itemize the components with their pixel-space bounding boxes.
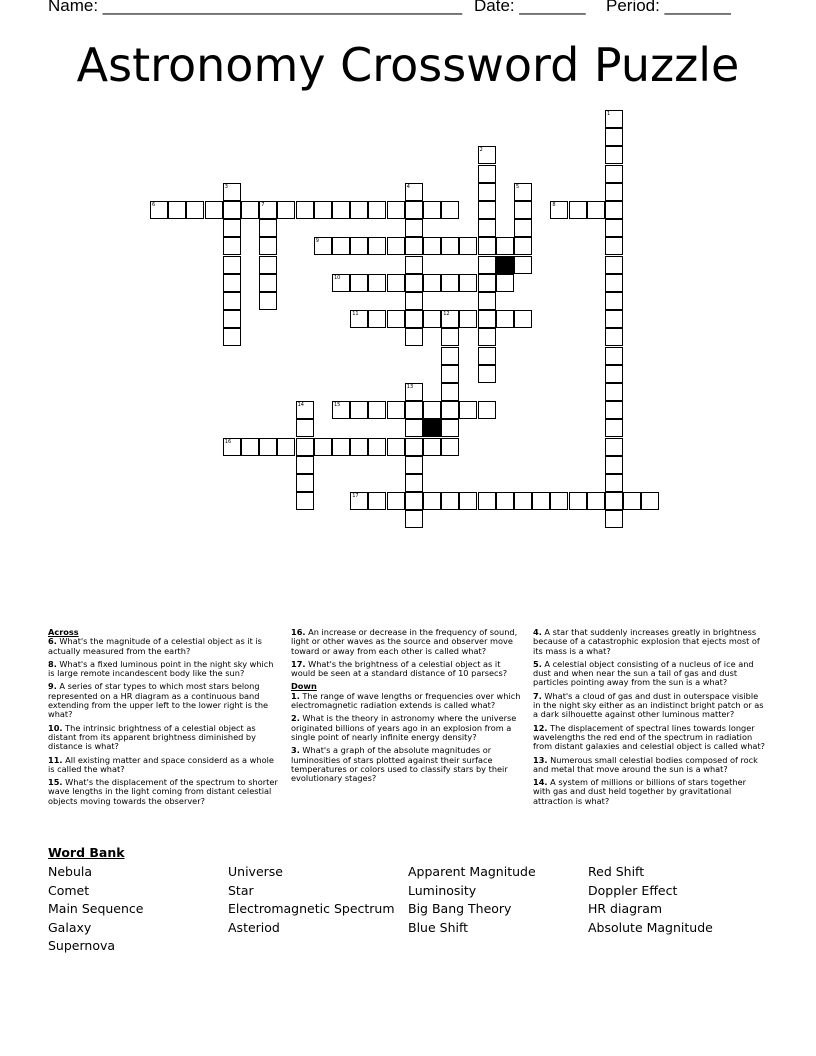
crossword-cell[interactable] xyxy=(441,383,459,401)
down-heading: Down xyxy=(291,681,317,692)
crossword-cell[interactable] xyxy=(514,219,532,237)
crossword-cell[interactable] xyxy=(296,401,314,419)
crossword-cell[interactable] xyxy=(223,183,241,201)
word-bank-item: Main Sequence xyxy=(48,901,144,917)
crossword-cell[interactable] xyxy=(478,201,496,219)
crossword-cell[interactable] xyxy=(605,128,623,146)
word-bank-item: Star xyxy=(228,882,254,898)
crossword-cell[interactable] xyxy=(241,201,259,219)
clue-number: 15 xyxy=(334,402,341,409)
crossword-cell[interactable] xyxy=(241,438,259,456)
clue-down-13: 13. Numerous small celestial bodies composed of rock and metal that move around the sun is a what? xyxy=(533,754,758,774)
word-bank-item: Supernova xyxy=(48,938,116,954)
crossword-cell[interactable] xyxy=(368,274,386,292)
crossword-cell[interactable] xyxy=(314,201,332,219)
crossword-cell[interactable] xyxy=(605,510,623,528)
crossword-cell[interactable] xyxy=(441,492,459,510)
crossword-cell[interactable] xyxy=(168,201,186,219)
crossword-cell[interactable] xyxy=(368,492,386,510)
crossword-cell[interactable] xyxy=(259,201,277,219)
word-bank-item: Absolute Magnitude xyxy=(588,919,713,935)
crossword-cell[interactable] xyxy=(296,419,314,437)
crossword-cell[interactable] xyxy=(223,256,241,274)
word-bank-item: Electromagnetic Spectrum xyxy=(228,901,395,917)
crossword-cell[interactable] xyxy=(350,438,368,456)
crossword-cell[interactable] xyxy=(459,401,477,419)
crossword-cell[interactable] xyxy=(387,201,405,219)
crossword-cell[interactable] xyxy=(423,438,441,456)
crossword-cell[interactable] xyxy=(223,219,241,237)
page-title: Astronomy Crossword Puzzle xyxy=(76,38,740,92)
clue-number: 2 xyxy=(479,147,483,154)
crossword-cell[interactable] xyxy=(405,310,423,328)
crossword-cell[interactable] xyxy=(459,237,477,255)
crossword-cell[interactable] xyxy=(350,310,368,328)
crossword-cell[interactable] xyxy=(405,256,423,274)
crossword-cell[interactable] xyxy=(405,201,423,219)
crossword-cell[interactable] xyxy=(405,292,423,310)
clue-down-2: 2. What is the theory in astronomy where the universe originated billions of years ago in an explosion from a single point of nearly infinite energy density? xyxy=(291,713,517,742)
crossword-cell[interactable] xyxy=(514,256,532,274)
crossword-cell[interactable] xyxy=(205,201,223,219)
crossword-cell[interactable] xyxy=(605,347,623,365)
word-bank-item: Universe xyxy=(228,864,283,879)
clue-across-11: 11. All existing matter and space considerd as a whole is called the what? xyxy=(48,754,274,774)
crossword-cell[interactable] xyxy=(387,274,405,292)
crossword-cell[interactable] xyxy=(332,237,350,255)
crossword-cell[interactable] xyxy=(605,438,623,456)
crossword-cell[interactable] xyxy=(296,201,314,219)
clue-down-5: 5. A celestial object consisting of a nucleus of ice and dust and when near the sun a tail of gas and dust particles pointing away from the sun is a what? xyxy=(533,658,754,688)
clue-across-8: 8. What's a fixed luminous point in the night sky which is large remote incandescent body like the sun? xyxy=(48,658,274,679)
clue-number: 7 xyxy=(261,202,265,208)
crossword-cell[interactable] xyxy=(405,219,423,237)
crossword-cell[interactable] xyxy=(405,383,423,401)
crossword-cell[interactable] xyxy=(459,492,477,510)
clue-across-9: 9. A series of star types to which most stars belong represented on a HR diagram as a continuous band extending from the upper left to the lower right is the what? xyxy=(48,681,269,720)
clue-number: 10 xyxy=(334,274,341,281)
crossword-cell[interactable] xyxy=(605,419,623,437)
crossword-cell[interactable] xyxy=(550,492,568,510)
crossword-cell[interactable] xyxy=(478,292,496,310)
clue-number: 12 xyxy=(443,311,450,318)
crossword-cell[interactable] xyxy=(605,492,623,510)
crossword-cell[interactable] xyxy=(368,310,386,328)
crossword-cell[interactable] xyxy=(587,492,605,510)
crossword-cell[interactable] xyxy=(405,274,423,292)
crossword-cell[interactable] xyxy=(441,201,459,219)
crossword-cell[interactable] xyxy=(387,401,405,419)
clue-number: 1 xyxy=(607,111,611,117)
crossword-cell[interactable] xyxy=(405,183,423,201)
crossword-cell[interactable] xyxy=(550,201,568,219)
crossword-cell[interactable] xyxy=(223,438,241,456)
crossword-cell[interactable] xyxy=(459,274,477,292)
word-bank-item: Galaxy xyxy=(48,919,92,935)
crossword-cell[interactable] xyxy=(368,438,386,456)
crossword-cell[interactable] xyxy=(441,419,459,437)
clues-column-1 xyxy=(48,628,282,810)
word-bank-item: Asteriod xyxy=(228,919,280,935)
crossword-cell[interactable] xyxy=(332,438,350,456)
crossword-cell[interactable] xyxy=(405,328,423,346)
word-bank-item: Doppler Effect xyxy=(588,882,678,898)
crossword-cell[interactable] xyxy=(350,274,368,292)
crossword-cell[interactable] xyxy=(623,492,641,510)
crossword-cell[interactable] xyxy=(478,365,496,383)
crossword-cell[interactable] xyxy=(496,237,514,255)
crossword-cell[interactable] xyxy=(423,201,441,219)
crossword-cell[interactable] xyxy=(514,310,532,328)
crossword-cell[interactable] xyxy=(259,438,277,456)
clue-number: 9 xyxy=(315,238,319,245)
crossword-block xyxy=(496,256,514,274)
clue-number: 8 xyxy=(552,202,556,208)
crossword-cell[interactable] xyxy=(441,347,459,365)
crossword-cell[interactable] xyxy=(478,274,496,292)
crossword-cell[interactable] xyxy=(405,401,423,419)
crossword-cell[interactable] xyxy=(459,310,477,328)
crossword-cell[interactable] xyxy=(441,365,459,383)
crossword-cell[interactable] xyxy=(605,292,623,310)
crossword-cell[interactable] xyxy=(223,310,241,328)
crossword-cell[interactable] xyxy=(296,492,314,510)
crossword-cell[interactable] xyxy=(387,237,405,255)
crossword-cell[interactable] xyxy=(223,274,241,292)
crossword-cell[interactable] xyxy=(532,492,550,510)
word-bank-item: Blue Shift xyxy=(408,919,469,935)
clue-down-3: 3. What's a graph of the absolute magnitudes or luminosities of stars plotted against their surface temperatures or colors used to classify stars by their evolutionary stages? xyxy=(291,745,508,784)
crossword-cell[interactable] xyxy=(423,310,441,328)
word-bank-item: Comet xyxy=(48,882,90,898)
crossword-cell[interactable] xyxy=(259,274,277,292)
clues-column-2 xyxy=(291,628,523,787)
crossword-cell[interactable] xyxy=(605,146,623,164)
word-bank-item: HR diagram xyxy=(588,901,663,917)
clue-down-1: 1. The range of wave lengths or frequencies over which electromagnetic radiation extends is called what? xyxy=(291,690,521,711)
crossword-cell[interactable] xyxy=(478,492,496,510)
crossword-cell[interactable] xyxy=(605,365,623,383)
crossword-cell[interactable] xyxy=(478,401,496,419)
clue-number: 13 xyxy=(406,384,414,390)
crossword-cell[interactable] xyxy=(387,492,405,510)
clues-column-3 xyxy=(533,628,765,810)
clue-across-6: 6. What's the magnitude of a celestial object as it is actually measured from the earth? xyxy=(48,636,262,656)
crossword-cell[interactable] xyxy=(605,183,623,201)
word-bank-item: Apparent Magnitude xyxy=(408,864,536,879)
crossword-cell[interactable] xyxy=(277,438,295,456)
crossword-cell[interactable] xyxy=(405,419,423,437)
crossword-cell[interactable] xyxy=(277,201,295,219)
crossword-cell[interactable] xyxy=(514,237,532,255)
crossword-cell[interactable] xyxy=(423,401,441,419)
crossword-cell[interactable] xyxy=(387,310,405,328)
word-bank-column-1 xyxy=(48,863,143,956)
crossword-cell[interactable] xyxy=(605,383,623,401)
crossword-cell[interactable] xyxy=(478,310,496,328)
clue-number: 6 xyxy=(152,202,156,208)
crossword-cell[interactable] xyxy=(441,438,459,456)
crossword-cell[interactable] xyxy=(496,492,514,510)
crossword-cell[interactable] xyxy=(423,492,441,510)
crossword-cell[interactable] xyxy=(478,328,496,346)
clue-number: 16 xyxy=(224,438,232,445)
crossword-cell[interactable] xyxy=(405,474,423,492)
word-bank-title: Word Bank xyxy=(48,845,125,860)
period-field[interactable]: Period: _______ xyxy=(606,0,731,15)
crossword-cell[interactable] xyxy=(514,183,532,201)
word-bank-item: Red Shift xyxy=(588,864,645,879)
crossword-cell[interactable] xyxy=(332,401,350,419)
crossword-cell[interactable] xyxy=(259,256,277,274)
crossword-cell[interactable] xyxy=(405,438,423,456)
crossword-cell[interactable] xyxy=(423,274,441,292)
clue-down-4: 4. A star that suddenly increases greatly in brightness because of a catastrophic explosion that ejects most of its mass is a what? xyxy=(533,627,760,656)
crossword-cell[interactable] xyxy=(478,146,496,164)
crossword-cell[interactable] xyxy=(605,328,623,346)
crossword-cell[interactable] xyxy=(514,201,532,219)
clue-number: 3 xyxy=(224,183,228,190)
crossword-cell[interactable] xyxy=(296,474,314,492)
crossword-cell[interactable] xyxy=(150,201,168,219)
crossword-cell[interactable] xyxy=(423,237,441,255)
crossword-cell[interactable] xyxy=(605,256,623,274)
crossword-cell[interactable] xyxy=(605,401,623,419)
name-field[interactable]: Name: ______________________________________ xyxy=(48,0,463,15)
crossword-cell[interactable] xyxy=(223,237,241,255)
crossword-cell[interactable] xyxy=(478,183,496,201)
crossword-cell[interactable] xyxy=(587,201,605,219)
crossword-cell[interactable] xyxy=(350,401,368,419)
crossword-cell[interactable] xyxy=(223,292,241,310)
clue-number: 11 xyxy=(352,311,359,318)
across-heading: Across xyxy=(48,627,79,637)
crossword-cell[interactable] xyxy=(223,201,241,219)
crossword-cell[interactable] xyxy=(332,201,350,219)
word-bank-column-2 xyxy=(228,863,395,937)
crossword-cell[interactable] xyxy=(332,274,350,292)
crossword-cell[interactable] xyxy=(605,456,623,474)
crossword-cell[interactable] xyxy=(478,256,496,274)
word-bank-item: Nebula xyxy=(48,864,93,879)
crossword-cell[interactable] xyxy=(259,219,277,237)
crossword-cell[interactable] xyxy=(478,347,496,365)
crossword-cell[interactable] xyxy=(569,201,587,219)
crossword-block xyxy=(423,419,441,437)
crossword-cell[interactable] xyxy=(605,474,623,492)
crossword-cell[interactable] xyxy=(296,456,314,474)
clue-number: 5 xyxy=(516,183,520,190)
crossword-cell[interactable] xyxy=(641,492,659,510)
crossword-cell[interactable] xyxy=(350,201,368,219)
crossword-cell[interactable] xyxy=(478,237,496,255)
crossword-cell[interactable] xyxy=(314,237,332,255)
crossword-cell[interactable] xyxy=(441,328,459,346)
crossword-cell[interactable] xyxy=(368,401,386,419)
crossword-cell[interactable] xyxy=(405,492,423,510)
word-bank-column-4 xyxy=(588,863,713,937)
clue-number: 17 xyxy=(352,493,359,500)
crossword-cell[interactable] xyxy=(405,237,423,255)
crossword-cell[interactable] xyxy=(223,328,241,346)
crossword-cell[interactable] xyxy=(605,274,623,292)
crossword-cell[interactable] xyxy=(441,237,459,255)
clue-down-14: 14. A system of millions or billions of stars together with gas and dust held together by gravitational attraction is what? xyxy=(533,777,746,806)
crossword-cell[interactable] xyxy=(605,201,623,219)
crossword-cell[interactable] xyxy=(605,310,623,328)
crossword-cell[interactable] xyxy=(496,274,514,292)
clue-down-12: 12. The displacement of spectral lines towards longer wavelengths the red end of the spectrum in radiation from distant galaxies and celestial object is called what? xyxy=(533,722,765,752)
crossword-cell[interactable] xyxy=(605,165,623,183)
crossword-cell[interactable] xyxy=(405,510,423,528)
crossword-cell[interactable] xyxy=(368,201,386,219)
crossword-cell[interactable] xyxy=(387,438,405,456)
word-bank-column-3 xyxy=(408,863,536,937)
clue-number: 4 xyxy=(406,183,410,190)
crossword-cell[interactable] xyxy=(441,310,459,328)
clue-across-15: 15. What's the displacement of the spectrum to shorter wave lengths in the light coming from distant celestial objects moving towards the observer? xyxy=(48,777,278,806)
crossword-cell[interactable] xyxy=(441,274,459,292)
clue-across-17: 17. What's the brightness of a celestial object as it would be seen at a standard distance of 10 parsecs? xyxy=(291,658,508,679)
crossword-cell[interactable] xyxy=(296,438,314,456)
crossword-cell[interactable] xyxy=(441,401,459,419)
crossword-cell[interactable] xyxy=(478,165,496,183)
crossword-cell[interactable] xyxy=(350,492,368,510)
crossword-cell[interactable] xyxy=(496,310,514,328)
crossword-cell[interactable] xyxy=(605,237,623,255)
clue-number: 14 xyxy=(297,402,304,409)
crossword-cell[interactable] xyxy=(605,110,623,128)
crossword-cell[interactable] xyxy=(350,237,368,255)
crossword-cell[interactable] xyxy=(259,237,277,255)
clue-down-7: 7. What's a cloud of gas and dust in outerspace visible in the night sky either as an indistinct bright patch or as a dark silhouette against other luminous matter? xyxy=(533,690,764,720)
crossword-cell[interactable] xyxy=(478,219,496,237)
crossword-cell[interactable] xyxy=(514,492,532,510)
word-bank-item: Big Bang Theory xyxy=(408,901,512,917)
crossword-cell[interactable] xyxy=(186,201,204,219)
crossword-cell[interactable] xyxy=(569,492,587,510)
date-field[interactable]: Date: _______ xyxy=(474,0,586,15)
crossword-cell[interactable] xyxy=(259,292,277,310)
clue-across-10: 10. The intrinsic brightness of a celestial object as distant from its apparent brightness diminished by distance is what? xyxy=(48,722,256,752)
clue-across-16: 16. An increase or decrease in the frequency of sound, light or other waves as the source and observer move toward or away from each other is called what? xyxy=(291,627,518,656)
crossword-cell[interactable] xyxy=(405,456,423,474)
crossword-cell[interactable] xyxy=(368,237,386,255)
crossword-cell[interactable] xyxy=(314,438,332,456)
word-bank-item: Luminosity xyxy=(408,882,477,898)
crossword-cell[interactable] xyxy=(605,219,623,237)
